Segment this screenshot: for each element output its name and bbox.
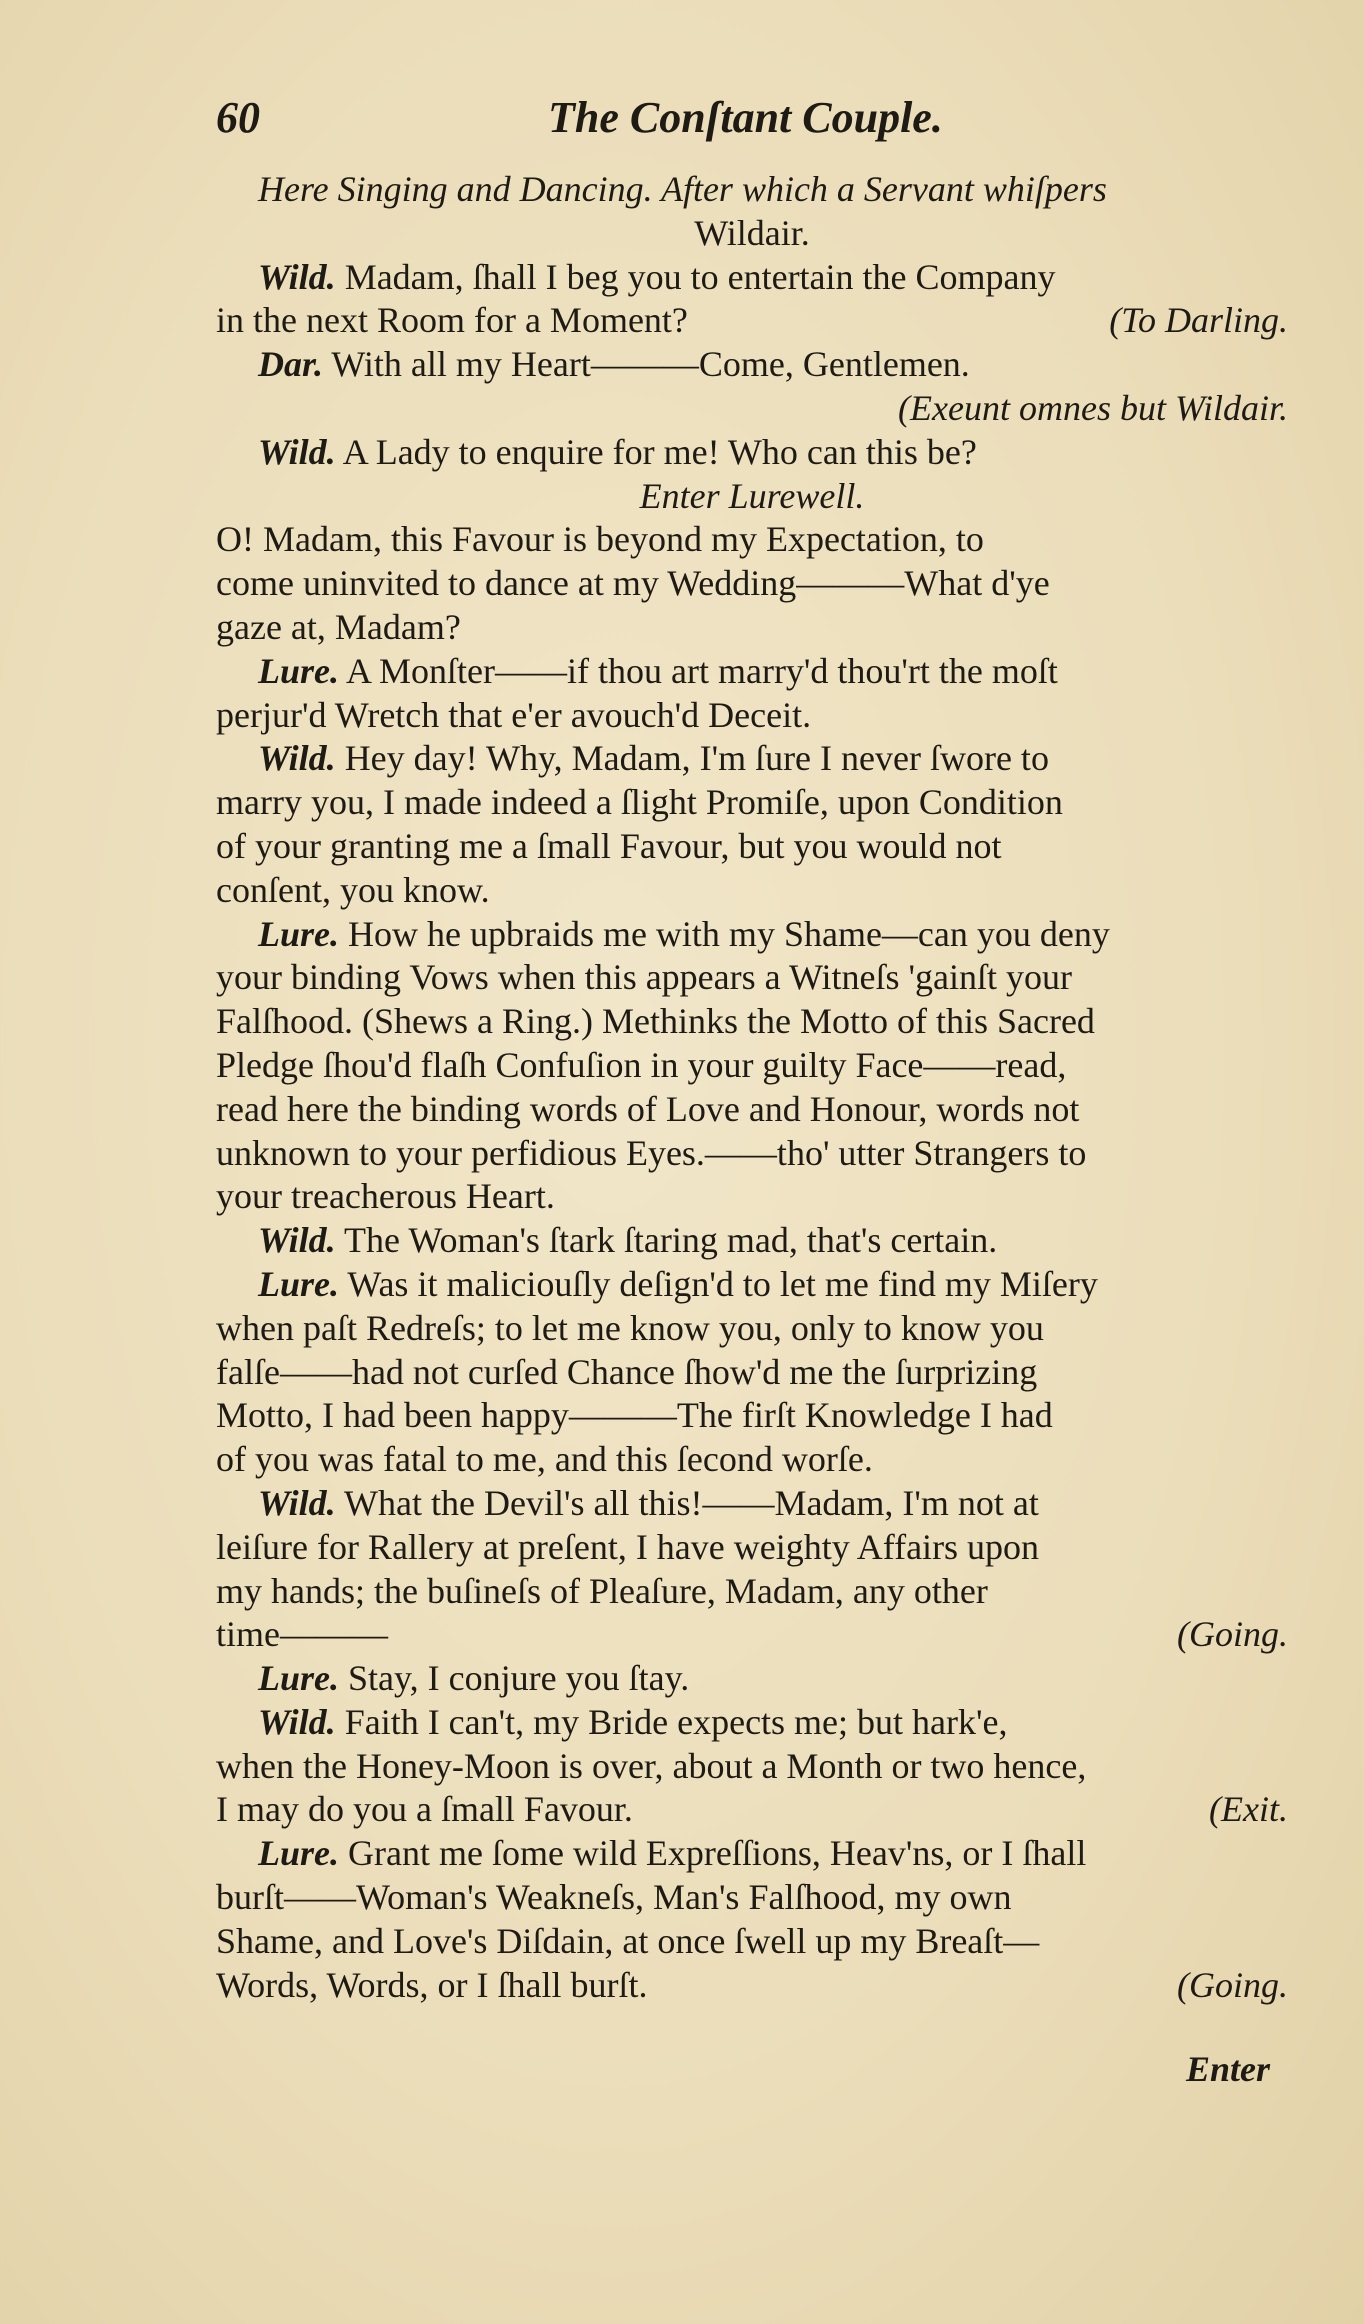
speech-line: Wild. Hey day! Why, Madam, I'm ſure I never ſwore to [258,738,1049,779]
text-line: gaze at, Madam? [216,606,461,647]
text-line: burſt——Woman's Weakneſs, Man's Falſhood, my own [216,1877,1012,1918]
speaker-label: Wild. [258,256,336,297]
page-number: 60 [216,93,260,142]
stage-direction: (Going. [1177,1614,1288,1655]
speaker-label: Wild. [258,738,336,779]
speech-line: Lure. Grant me ſome wild Expreſſions, Heav'ns, or I ſhall [258,1833,1087,1874]
text-line: leiſure for Rallery at preſent, I have weighty Affairs upon [216,1526,1040,1567]
speaker-label: Lure. [258,1658,339,1699]
text-line: marry you, I made indeed a ſlight Promiſe, upon Condition [216,782,1063,823]
speech-line: Wild. A Lady to enquire for me! Who can this be? [258,431,977,472]
text-line: falſe——had not curſed Chance ſhow'd me the ſurprizing [216,1351,1038,1392]
text-line: unknown to your perfidious Eyes.——tho' utter Strangers to [216,1132,1087,1173]
speaker-label: Dar. [258,344,324,385]
speaker-label: Wild. [258,1220,336,1261]
stage-direction: (Going. [1177,1964,1288,2005]
text-line: Shame, and Love's Diſdain, at once ſwell up my Breaſt— [216,1920,1040,1961]
speaker-label: Lure. [258,650,339,691]
running-title: The Conſtant Couple. [548,93,943,142]
text-line: Words, Words, or I ſhall burſt. (Going. [216,1964,1288,2008]
text-line: conſent, you know. [216,869,490,910]
text-line: Motto, I had been happy———The firſt Knowledge I had [216,1395,1053,1436]
speech-line: Dar. With all my Heart———Come, Gentlemen. [258,344,970,385]
text-line: of you was fatal to me, and this ſecond worſe. [216,1439,873,1480]
speech-line: Wild. Madam, ſhall I beg you to entertain the Company [258,256,1056,297]
text-line: in the next Room for a Moment? (To Darling. [216,299,1288,343]
speech-line: Wild. What the Devil's all this!——Madam, I'm not at [258,1482,1039,1523]
catchword: Enter [1186,2049,1271,2089]
speech-line: Wild. Faith I can't, my Bride expects me; but hark'e, [258,1701,1008,1742]
speaker-label: Wild. [258,1482,336,1523]
speaker-label: Wild. [258,1701,336,1742]
play-text [216,168,1288,2007]
speaker-label: Lure. [258,913,339,954]
speaker-label: Wild. [258,431,336,472]
text-line: my hands; the buſineſs of Pleaſure, Madam, any other [216,1570,988,1611]
speaker-label: Lure. [258,1263,339,1304]
text-line: read here the binding words of Love and Honour, words not [216,1088,1080,1129]
text-line: perjur'd Wretch that e'er avouch'd Deceit. [216,694,812,735]
stage-direction: Enter Lurewell. [639,475,865,516]
speech-line: Wild. The Woman's ſtark ſtaring mad, that's certain. [258,1220,998,1261]
stage-direction: (Exit. [1209,1789,1288,1830]
text-line: time——— (Going. [216,1613,1288,1657]
text-line: Pledge ſhou'd flaſh Confuſion in your guilty Face——read, [216,1044,1067,1085]
text-line: come uninvited to dance at my Wedding———What d'ye [216,563,1050,604]
text-line: I may do you a ſmall Favour. (Exit. [216,1788,1288,1832]
text-line: your binding Vows when this appears a Witneſs 'gainſt your [216,957,1072,998]
speech-line: Lure. Stay, I conjure you ſtay. [258,1658,690,1699]
text-line: Wildair. [694,212,810,253]
speech-line: Lure. Was it maliciouſly deſign'd to let me find my Miſery [258,1263,1098,1304]
stage-direction: (Exeunt omnes but Wildair. [898,387,1288,428]
text-line: O! Madam, this Favour is beyond my Expectation, to [216,519,984,560]
speech-line: Lure. A Monſter——if thou art marry'd thou'rt the moſt [258,650,1058,691]
speech-line: Lure. How he upbraids me with my Shame—can you deny [258,913,1110,954]
text-line: of your granting me a ſmall Favour, but you would not [216,825,1002,866]
text-line: when paſt Redreſs; to let me know you, only to know you [216,1307,1044,1348]
text-line: Falſhood. (Shews a Ring.) Methinks the Motto of this Sacred [216,1001,1095,1042]
text-line: your treacherous Heart. [216,1176,555,1217]
stage-direction: (To Darling. [1109,300,1288,341]
page-header [216,92,1288,152]
stage-direction: Here Singing and Dancing. After which a Servant whiſpers [258,169,1107,209]
text-line: when the Honey-Moon is over, about a Month or two hence, [216,1745,1087,1786]
speaker-label: Lure. [258,1833,339,1874]
